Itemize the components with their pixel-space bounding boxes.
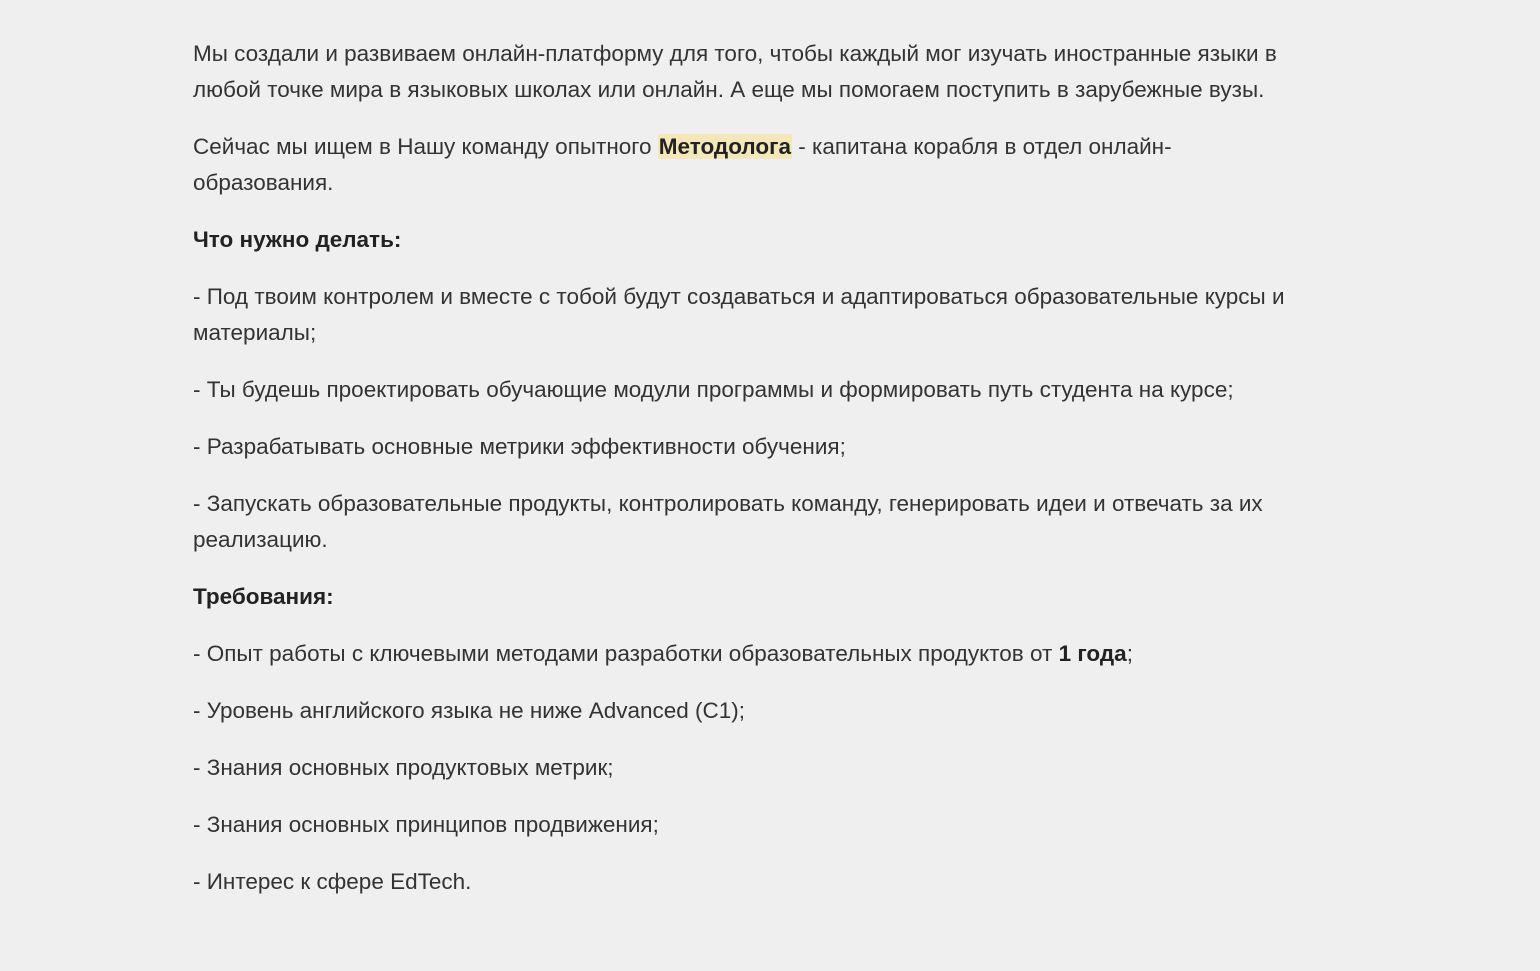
duty-item: - Разрабатывать основные метрики эффективности обучения; — [193, 434, 846, 459]
requirement-item — [193, 636, 1303, 672]
search-text-after: - капитана корабля в отдел онлайн-образования. — [193, 134, 1172, 195]
vacancy-description — [193, 36, 1303, 921]
duty-item: - Под твоим контролем и вместе с тобой будут создаваться и адаптироваться образовательные курсы и материалы; — [193, 284, 1285, 345]
highlighted-position: Методолога — [658, 134, 792, 159]
requirement-item: - Уровень английского языка не ниже Advanced (С1); — [193, 698, 746, 723]
requirements-heading: Требования: — [193, 584, 334, 609]
intro-paragraph: Мы создали и развиваем онлайн-платформу для того, чтобы каждый мог изучать иностранные языки в любой точке мира в языковых школах или онлайн. А еще мы помогаем поступить в зарубежные вузы. — [193, 41, 1277, 102]
requirement-item: - Интерес к сфере EdTech. — [193, 869, 472, 894]
search-paragraph — [193, 129, 1303, 201]
duties-heading: Что нужно делать: — [193, 227, 402, 252]
requirement-item: - Знания основных продуктовых метрик; — [193, 755, 614, 780]
requirement-text-after: ; — [1126, 641, 1133, 666]
requirement-bold-years: 1 года — [1058, 641, 1127, 666]
search-text-before: Сейчас мы ищем в Нашу команду опытного — [193, 134, 658, 159]
requirement-item: - Знания основных принципов продвижения; — [193, 812, 659, 837]
requirement-text-before: - Опыт работы с ключевыми методами разработки образовательных продуктов от — [193, 641, 1059, 666]
duty-item: - Запускать образовательные продукты, контролировать команду, генерировать идеи и отвечать за их реализацию. — [193, 491, 1263, 552]
duty-item: - Ты будешь проектировать обучающие модули программы и формировать путь студента на курсе; — [193, 377, 1234, 402]
